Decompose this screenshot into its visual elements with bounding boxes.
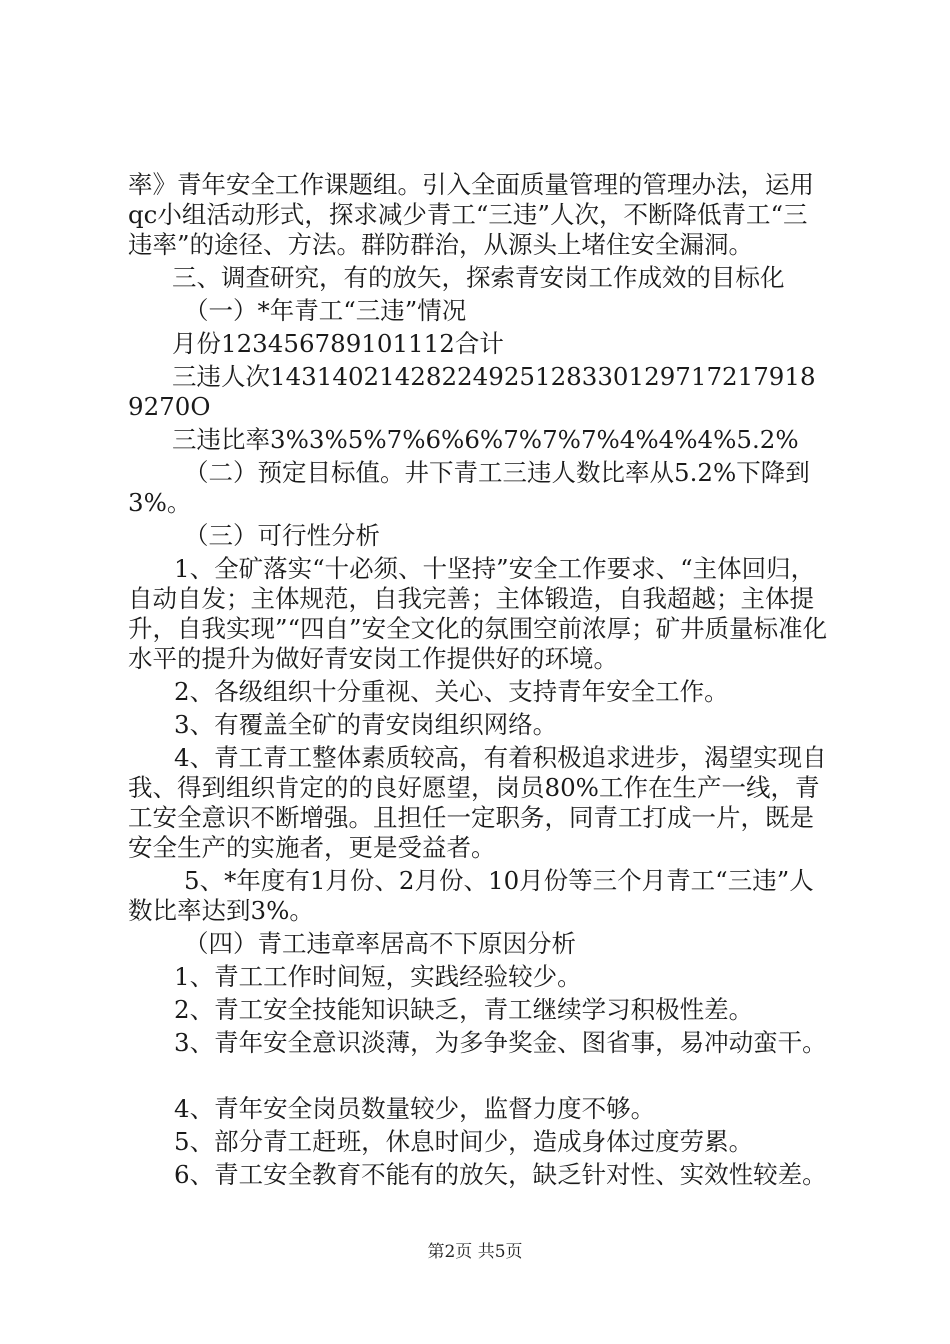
list-item: 5、*年度有1月份、2月份、10月份等三个月青工“三违”人数比率达到3%。 (128, 866, 814, 925)
table-row-months: 月份123456789101112合计 (172, 329, 504, 358)
list-item: 3、青年安全意识淡薄，为多争奖金、图省事，易冲动蛮干。 (174, 1028, 827, 1057)
list-item: 2、青工安全技能知识缺乏，青工继续学习积极性差。 (174, 995, 754, 1024)
subsection-heading-1: （一）*年青工“三违”情况 (184, 296, 467, 325)
list-item: 6、青工安全教育不能有的放矢，缺乏针对性、实效性较差。 (174, 1160, 827, 1189)
table-row-violations: 三违人次143140214282249251283301297172179189270O (128, 362, 816, 421)
document-body (128, 170, 828, 1193)
list-item: 1、全矿落实“十必须、十坚持”安全工作要求、“主体回归，自动自发；主体规范，自我完善；主体锻造，自我超越；主体提升，自我实现”“四自”安全文化的氛围空前浓厚；矿井质量标准化水平的提升为做好青安岗工作提供好的环境。 (128, 554, 828, 673)
list-item: 2、各级组织十分重视、关心、支持青年安全工作。 (174, 677, 729, 706)
page-number-footer: 第2页 共5页 (427, 1242, 523, 1262)
blank-line (128, 1061, 828, 1091)
subsection-target: （二）预定目标值。井下青工三违人数比率从5.2%下降到3%。 (128, 458, 810, 517)
list-item: 4、青工青工整体素质较高，有着积极追求进步，渴望实现自我、得到组织肯定的的良好愿望，岗员80%工作在生产一线，青工安全意识不断增强。且担任一定职务，同青工打成一片，既是安全生产的实施者，更是受益者。 (128, 743, 827, 862)
list-item: 5、部分青工赶班，休息时间少，造成身体过度劳累。 (174, 1127, 754, 1156)
table-row-rates: 三违比率3%3%5%7%6%6%7%7%7%4%4%4%5.2% (172, 425, 799, 454)
subsection-heading-3: （三）可行性分析 (184, 521, 380, 550)
list-item: 4、青年安全岗员数量较少，监督力度不够。 (174, 1094, 656, 1123)
subsection-heading-4: （四）青工违章率居高不下原因分析 (184, 929, 576, 958)
list-item: 3、有覆盖全矿的青安岗组织网络。 (174, 710, 558, 739)
list-item: 1、青工工作时间短，实践经验较少。 (174, 962, 582, 991)
section-heading-3: 三、调查研究，有的放矢，探索青安岗工作成效的目标化 (172, 263, 785, 292)
paragraph-intro-continued: 率》青年安全工作课题组。引入全面质量管理的管理办法，运用qc小组活动形式，探求减少青工“三违”人次，不断降低青工“三违率”的途径、方法。群防群治，从源头上堵住安全漏洞。 (128, 170, 814, 259)
